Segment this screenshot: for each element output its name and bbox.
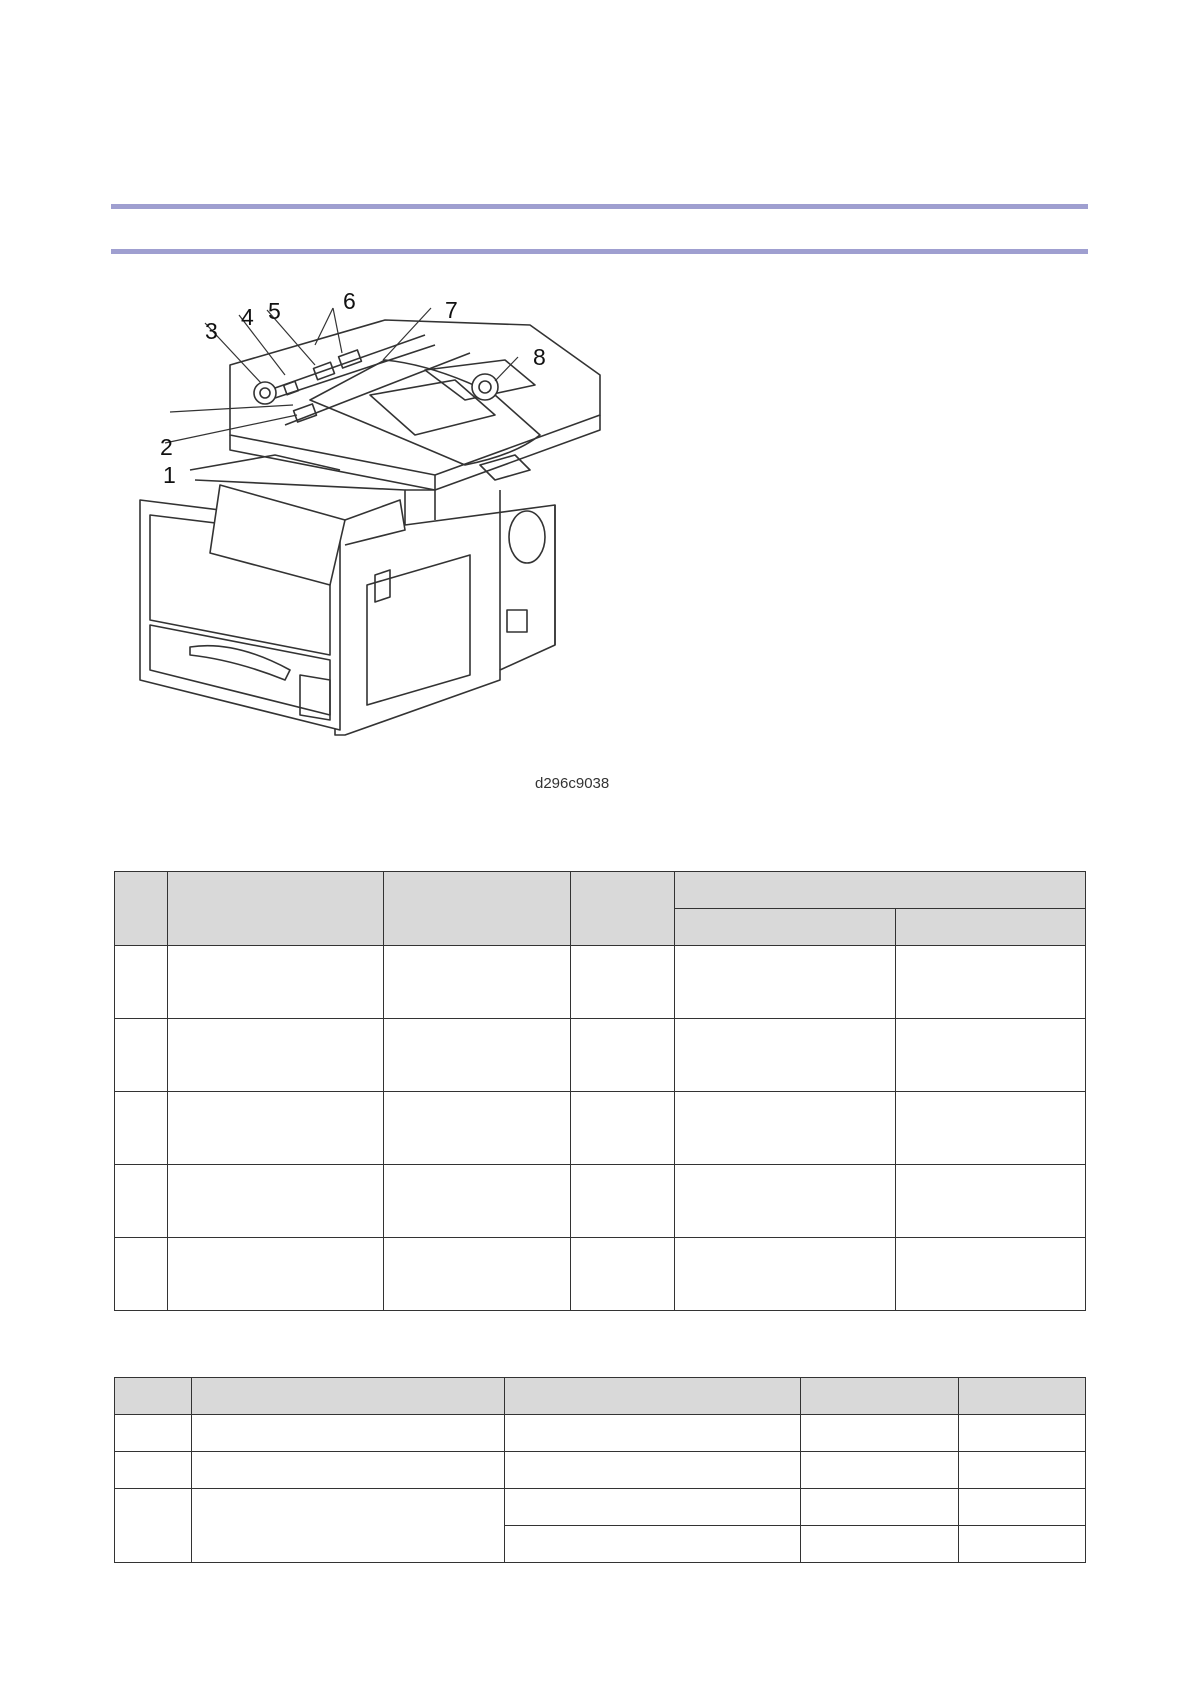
cell: [675, 1165, 896, 1238]
cell: [959, 1452, 1086, 1489]
header-group: [675, 872, 1086, 909]
header-no: [115, 872, 168, 946]
cell: [571, 946, 675, 1019]
cell: [115, 1092, 168, 1165]
cell: [896, 1092, 1086, 1165]
callout-3: 3: [205, 318, 218, 344]
cell: [505, 1415, 801, 1452]
cell: [959, 1415, 1086, 1452]
cell: [675, 1092, 896, 1165]
component-table: [114, 871, 1086, 1311]
cell: [168, 946, 384, 1019]
section-rule-bottom: [111, 249, 1088, 254]
callout-4: 4: [241, 304, 254, 330]
callout-6: 6: [343, 288, 356, 314]
cell: [192, 1489, 505, 1563]
header-cell: [192, 1378, 505, 1415]
cell: [896, 946, 1086, 1019]
cell: [192, 1452, 505, 1489]
cell: [896, 1165, 1086, 1238]
cell: [168, 1092, 384, 1165]
table-row: [115, 1165, 1086, 1238]
main-body: [140, 455, 555, 735]
cell: [801, 1415, 959, 1452]
cell: [384, 1092, 571, 1165]
table-row: [115, 1489, 1086, 1526]
cell: [115, 1415, 192, 1452]
cell: [959, 1526, 1086, 1563]
header-cell: [505, 1378, 801, 1415]
cell: [384, 1165, 571, 1238]
cell: [384, 1019, 571, 1092]
table-row: [115, 946, 1086, 1019]
table-row: [115, 1092, 1086, 1165]
table-row: [115, 1238, 1086, 1311]
cell: [571, 1092, 675, 1165]
header-sub-1: [675, 909, 896, 946]
cell: [115, 1019, 168, 1092]
cell: [505, 1526, 801, 1563]
header-sub-2: [896, 909, 1086, 946]
cell: [675, 1238, 896, 1311]
printer-illustration: [135, 275, 615, 795]
header-name: [168, 872, 384, 946]
cell: [675, 946, 896, 1019]
cell: [896, 1019, 1086, 1092]
cell: [801, 1452, 959, 1489]
parts-table: [114, 1377, 1086, 1563]
cell: [896, 1238, 1086, 1311]
header-cell: [801, 1378, 959, 1415]
cell: [115, 1238, 168, 1311]
callout-7: 7: [445, 297, 458, 323]
header-cell: [959, 1378, 1086, 1415]
cell: [384, 1238, 571, 1311]
cell: [384, 946, 571, 1019]
cell: [505, 1452, 801, 1489]
table-row: [115, 1019, 1086, 1092]
cell: [505, 1489, 801, 1526]
cell: [168, 1165, 384, 1238]
cell: [168, 1019, 384, 1092]
cell: [571, 1238, 675, 1311]
header-code: [571, 872, 675, 946]
cell: [115, 1489, 192, 1563]
cell: [115, 1452, 192, 1489]
cell: [115, 946, 168, 1019]
cell: [115, 1165, 168, 1238]
cell: [168, 1238, 384, 1311]
header-type: [384, 872, 571, 946]
cell: [675, 1019, 896, 1092]
cell: [192, 1415, 505, 1452]
cell: [801, 1489, 959, 1526]
table-row: [115, 1415, 1086, 1452]
figure-code: d296c9038: [535, 775, 610, 792]
callout-1: 1: [163, 462, 176, 488]
table-row: [115, 1452, 1086, 1489]
cell: [801, 1526, 959, 1563]
cell: [571, 1165, 675, 1238]
callout-8: 8: [533, 344, 546, 370]
section-rule-top: [111, 204, 1088, 209]
callout-2: 2: [160, 434, 173, 460]
cell: [959, 1489, 1086, 1526]
callout-5: 5: [268, 298, 281, 324]
header-cell: [115, 1378, 192, 1415]
cell: [571, 1019, 675, 1092]
